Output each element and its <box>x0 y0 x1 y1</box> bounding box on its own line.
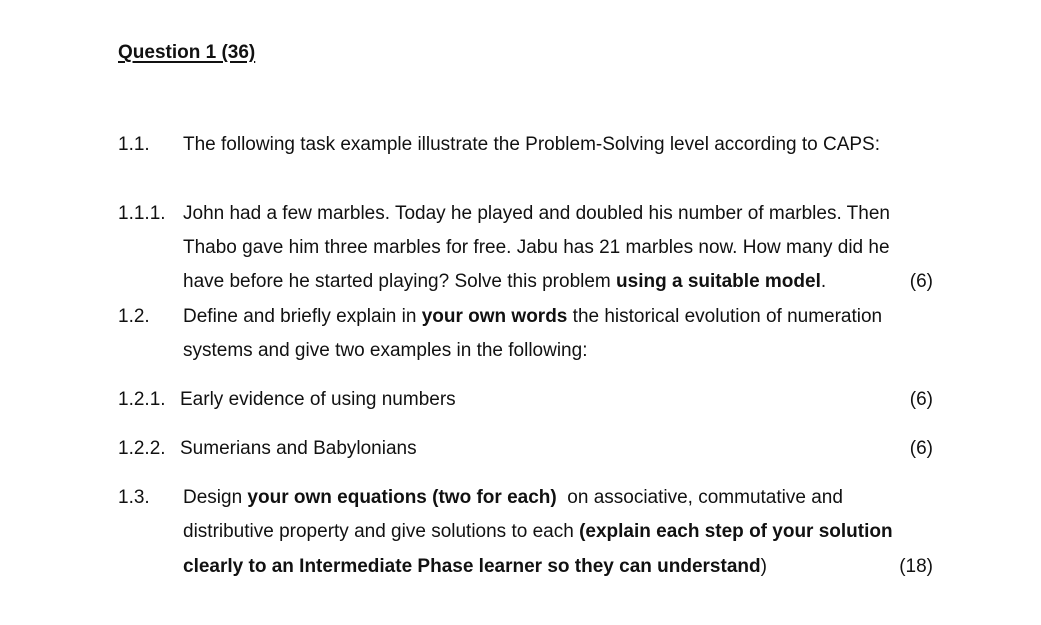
q1-2-1-marks: (6) <box>909 389 933 410</box>
q1-2-2-number: 1.2.2. <box>118 438 166 459</box>
q1-3-line3 <box>183 556 767 578</box>
q1-1-1-marks: (6) <box>909 271 933 292</box>
q1-3-line2-text: distributive property and give solutions to each <box>183 521 580 542</box>
q1-3-line1 <box>183 487 843 509</box>
q1-1-number: 1.1. <box>118 134 150 155</box>
q1-1-1-emphasis: using a suitable model <box>616 271 821 292</box>
question-title: Question 1 (36) <box>118 42 256 63</box>
q1-2-2-text: Sumerians and Babylonians <box>180 438 417 459</box>
q1-2-1-number: 1.2.1. <box>118 389 166 410</box>
q1-2-line1-text-a: Define and briefly explain in <box>183 306 422 327</box>
q1-2-line1-text-b: the historical evolution of numeration <box>567 306 883 327</box>
q1-2-1-text: Early evidence of using numbers <box>180 389 456 410</box>
q1-1-1-number: 1.1.1. <box>118 203 166 224</box>
q1-3-number: 1.3. <box>118 487 150 508</box>
q1-2-number: 1.2. <box>118 306 150 327</box>
q1-3-emphasis-3: clearly to an Intermediate Phase learner so they can understand <box>183 556 761 577</box>
q1-3-close-paren: ) <box>760 556 767 577</box>
q1-1-1-line3-text: have before he started playing? Solve this problem <box>183 271 617 292</box>
q1-1-1-period: . <box>820 271 827 292</box>
q1-3-emphasis-1: your own equations (two for each) <box>247 487 557 508</box>
q1-3-line1-text-b: on associative, commutative and <box>556 487 843 508</box>
q1-2-line2: systems and give two examples in the following: <box>183 340 588 361</box>
q1-1-1-line3 <box>183 271 826 293</box>
q1-2-emphasis: your own words <box>421 306 568 327</box>
q1-2-line1 <box>183 306 882 328</box>
q1-3-marks: (18) <box>899 556 933 577</box>
q1-3-line2 <box>183 521 893 543</box>
q1-3-emphasis-2: (explain each step of your solution <box>579 521 893 542</box>
q1-1-1-line2: Thabo gave him three marbles for free. Jabu has 21 marbles now. How many did he <box>183 237 890 258</box>
q1-1-1-line1: John had a few marbles. Today he played and doubled his number of marbles. Then <box>183 203 890 224</box>
q1-1-text: The following task example illustrate the Problem-Solving level according to CAPS: <box>183 134 880 155</box>
q1-3-line1-text-a: Design <box>183 487 248 508</box>
q1-2-2-marks: (6) <box>909 438 933 459</box>
